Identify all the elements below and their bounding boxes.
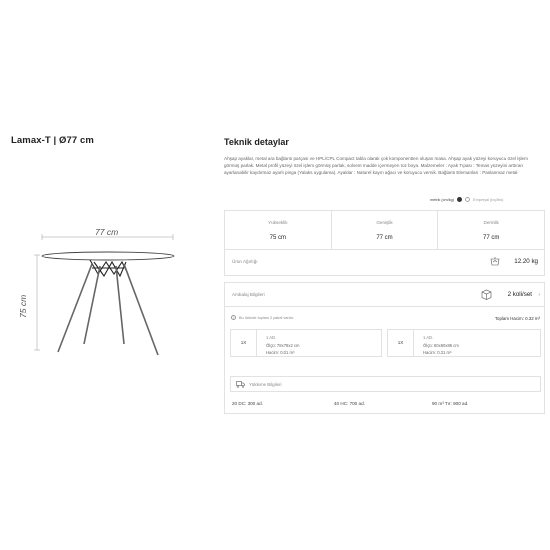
package-qty: 1 AD. xyxy=(423,335,434,340)
dimension-label: Derinlik xyxy=(483,220,499,225)
dimension-value: 77 cm xyxy=(483,235,500,241)
scale-icon xyxy=(490,256,500,266)
package-card xyxy=(387,329,541,357)
info-icon: i xyxy=(231,315,236,320)
package-size: Ölçü: 78x78x2 cm xyxy=(266,343,300,348)
package-volume: Hacim: 0.01 m³ xyxy=(266,350,295,355)
package-count: 1X xyxy=(231,330,257,356)
height-dimension-label: 75 cm xyxy=(18,294,28,318)
packaging-header[interactable] xyxy=(225,283,544,307)
metric-radio[interactable] xyxy=(457,197,462,202)
packaging-label: Ambalaj Bilgileri xyxy=(232,292,265,297)
spec-title: Teknik detaylar xyxy=(224,137,289,147)
weight-label: Ürün Ağırlığı xyxy=(232,259,258,264)
shipping-header xyxy=(230,376,541,392)
table-drawing xyxy=(18,222,198,362)
product-title: Lamax-T | Ø77 cm xyxy=(11,135,94,146)
shipping-label: Yükleme Bilgileri xyxy=(249,382,282,387)
spec-description: Ahşap ayaklar, metal ara bağlantı parçası ve HPL/CPL Compact tabla olarak çok komponentten oluşan masa. Ahşap ayak yüzeyi koruyucu özel işlem görmüş parlak. Metal profil yüzeyi özel işlem görmüş parlak, solvent madde içermeyen toz boya. Malzemeler : Ayak Tıpası : Temas yüzeyini arttıran ayarlanabilir kaydırmaz ayarlı pinga (Yalaks uygulama). Ayaklar : Naturel kayın ağacı ve koruyucu vernik. Bağlantı Elemanları : Paslanmaz metal xyxy=(224,156,528,176)
packaging-total-volume: Toplam Hacim: 0.32 m³ xyxy=(494,316,540,321)
shipping-value-20dc: 20 DC: 300 ad. xyxy=(232,401,263,406)
package-size: Ölçü: 60x60x86 cm xyxy=(423,343,459,348)
imperial-label: Emperyal (inç/lbs) xyxy=(473,197,504,202)
metric-label: metrik (cm/kg) xyxy=(430,197,455,202)
package-count: 1X xyxy=(388,330,414,356)
dimension-width xyxy=(332,211,439,249)
width-dimension-label: 77 cm xyxy=(95,227,119,237)
packaging-info-text: Bu üründe toplam 2 paket vardır. xyxy=(239,315,295,320)
unit-toggle[interactable] xyxy=(430,197,503,202)
shipping-value-truck: 90 m³ Tır: 900 ad. xyxy=(432,401,469,406)
shipping-value-40hc: 40 HC: 700 ad. xyxy=(334,401,365,406)
package-volume: Hacim: 0.31 m³ xyxy=(423,350,452,355)
dimension-value: 75 cm xyxy=(269,235,286,241)
packaging-panel xyxy=(224,282,545,414)
packaging-info xyxy=(231,315,294,320)
truck-icon xyxy=(236,381,245,388)
dimension-depth xyxy=(438,211,544,249)
package-card xyxy=(230,329,382,357)
dimension-label: Yükseklik xyxy=(268,220,288,225)
weight-value: 12.20 kg xyxy=(514,258,538,265)
weight-panel xyxy=(224,250,545,276)
dimension-height xyxy=(225,211,332,249)
box-icon xyxy=(481,289,492,300)
chevron-right-icon[interactable]: › xyxy=(538,292,540,298)
imperial-radio[interactable] xyxy=(465,197,470,202)
dimension-label: Genişlik xyxy=(376,220,393,225)
dimension-value: 77 cm xyxy=(376,235,393,241)
packaging-value: 2 koli/set xyxy=(507,291,532,298)
dimensions-panel xyxy=(224,210,545,250)
package-qty: 1 AD. xyxy=(266,335,277,340)
